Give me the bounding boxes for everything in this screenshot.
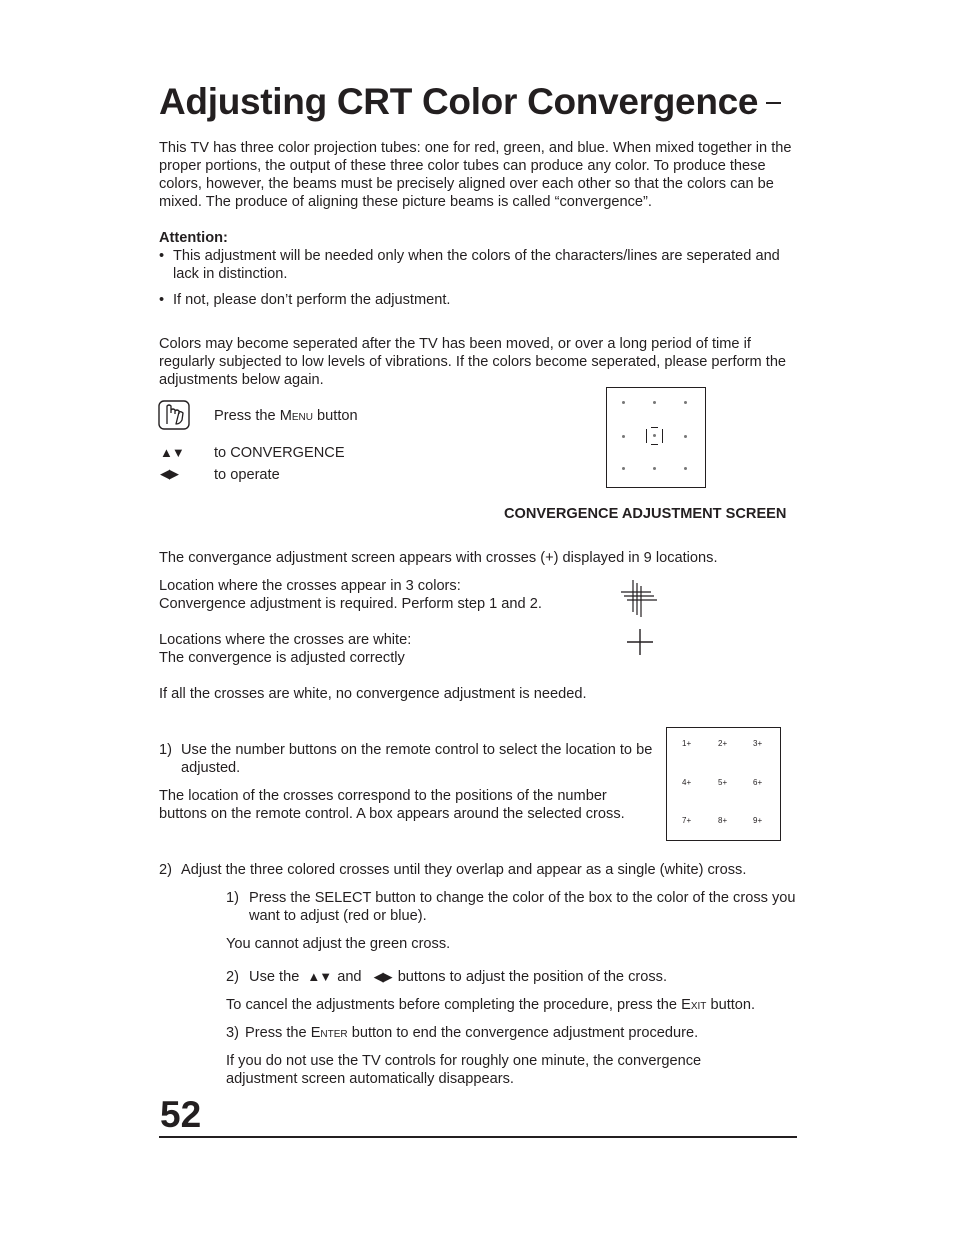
grid-label-3: 3+ bbox=[753, 739, 763, 748]
screen-caption: CONVERGENCE ADJUSTMENT SCREEN bbox=[504, 506, 787, 522]
to-convergence-label: to CONVERGENCE bbox=[214, 445, 345, 461]
step2-sub2-use: Use the bbox=[249, 969, 300, 985]
box-edge-top bbox=[651, 427, 658, 428]
attention-heading: Attention: bbox=[159, 230, 228, 246]
number-grid-box bbox=[666, 727, 781, 841]
box-edge-bottom bbox=[651, 444, 658, 445]
step1-number: 1) bbox=[159, 742, 172, 758]
selected-cross-box bbox=[646, 429, 663, 443]
title-dash bbox=[766, 102, 781, 104]
colors-paragraph: Colors may become seperated after the TV has been moved, or over a long period of time if regularly subjected to low levels of vibrations. If the colors become seperated, please perform the adjustments below again. bbox=[159, 336, 787, 388]
three-colors-text bbox=[159, 577, 619, 613]
screen-dot bbox=[622, 467, 625, 470]
step2-sub2 bbox=[226, 968, 798, 986]
step2-number: 2) bbox=[159, 862, 172, 878]
to-operate-label: to operate bbox=[214, 467, 280, 483]
enter-key: Enter bbox=[310, 1025, 348, 1041]
three-color-cross-icon bbox=[619, 578, 659, 618]
three-colors-line2: Convergence adjustment is required. Perform step 1 and 2. bbox=[159, 596, 542, 612]
cancel-note bbox=[226, 996, 798, 1014]
grid-label-7: 7+ bbox=[682, 816, 692, 825]
step2-sub1 bbox=[226, 889, 798, 925]
grid-label-6: 6+ bbox=[753, 778, 763, 787]
screen-dot bbox=[684, 435, 687, 438]
white-crosses-text bbox=[159, 631, 619, 667]
screen-dot bbox=[653, 401, 656, 404]
grid-label-9: 9+ bbox=[753, 816, 763, 825]
up-down-arrows-icon: ▲▼ bbox=[160, 445, 184, 460]
green-note: You cannot adjust the green cross. bbox=[226, 936, 451, 952]
page-number: 52 bbox=[160, 1094, 202, 1135]
exit-key: Exit bbox=[681, 997, 707, 1013]
step1-text: Use the number buttons on the remote control to select the location to be adjusted. bbox=[181, 742, 653, 776]
three-colors-line1: Location where the crosses appear in 3 colors: bbox=[159, 578, 461, 594]
grid-label-1: 1+ bbox=[682, 739, 692, 748]
step2-sub1-text: Press the SELECT button to change the color of the box to the color of the cross you want to adjust (red or blue). bbox=[249, 890, 796, 924]
grid-label-4: 4+ bbox=[682, 778, 692, 787]
crosses-paragraph: The convergance adjustment screen appears with crosses (+) displayed in 9 locations. bbox=[159, 550, 718, 566]
step2 bbox=[159, 861, 799, 879]
bullet-dot: • bbox=[159, 292, 165, 308]
step2-text: Adjust the three colored crosses until they overlap and appear as a single (white) cross. bbox=[181, 862, 747, 878]
press-pre: Press the bbox=[214, 408, 280, 424]
white-line2: The convergence is adjusted correctly bbox=[159, 650, 405, 666]
press-menu-label bbox=[214, 407, 358, 425]
step2-sub1-number: 1) bbox=[226, 890, 239, 906]
screen-dot bbox=[622, 435, 625, 438]
bullet-dot: • bbox=[159, 248, 165, 264]
hand-press-icon bbox=[158, 400, 190, 430]
cancel-post: button. bbox=[706, 997, 756, 1013]
step2-sub2-and: and bbox=[337, 969, 362, 985]
all-white-paragraph: If all the crosses are white, no convergence adjustment is needed. bbox=[159, 686, 587, 702]
page-title bbox=[159, 78, 781, 126]
sub3-pre: Press the bbox=[244, 1025, 311, 1041]
menu-key: Menu bbox=[279, 408, 313, 424]
screen-dot bbox=[653, 467, 656, 470]
timeout-note: If you do not use the TV controls for roughly one minute, the convergence adjustment screen automatically disappears. bbox=[226, 1053, 702, 1087]
attention-bullet-2 bbox=[159, 291, 799, 309]
page-title-text: Adjusting CRT Color Convergence bbox=[159, 81, 759, 122]
up-down-arrows-icon: ▲▼ bbox=[307, 969, 332, 984]
intro-paragraph: This TV has three color projection tubes: one for red, green, and blue. When mixed together in the proper portions, the output of these three color tubes can produce any color. To produce these colors, however, the beams must be precisely aligned over each other so that the colors can be mixed. The produce of aligning these picture beams is called “convergence”. bbox=[159, 140, 792, 210]
attention-bullet-1 bbox=[159, 247, 799, 283]
step2-sub2-number: 2) bbox=[226, 969, 239, 985]
step2-sub3 bbox=[226, 1024, 798, 1042]
screen-dot bbox=[622, 401, 625, 404]
grid-label-8: 8+ bbox=[718, 816, 728, 825]
screen-dot bbox=[684, 401, 687, 404]
grid-label-5: 5+ bbox=[718, 778, 728, 787]
attention-bullet-1-text: This adjustment will be needed only when the colors of the characters/lines are seperated and lack in distinction. bbox=[173, 248, 780, 282]
left-right-arrows-icon: ◀▶ bbox=[160, 466, 178, 481]
white-line1: Locations where the crosses are white: bbox=[159, 632, 412, 648]
press-post: button bbox=[312, 408, 358, 424]
step2-sub3-number: 3) bbox=[226, 1025, 239, 1041]
grid-label-2: 2+ bbox=[718, 739, 728, 748]
attention-bullet-2-text: If not, please don’t perform the adjustment. bbox=[173, 292, 451, 308]
screen-dot bbox=[684, 467, 687, 470]
screen-dot bbox=[653, 434, 656, 437]
step1-note: The location of the crosses correspond to the positions of the number buttons on the remote control. A box appears around the selected cross. bbox=[159, 788, 625, 822]
cancel-pre: To cancel the adjustments before completing the procedure, press the bbox=[226, 997, 682, 1013]
sub3-post: button to end the convergence adjustment procedure. bbox=[347, 1025, 699, 1041]
left-right-arrows-icon: ◀▶ bbox=[373, 969, 392, 984]
step1 bbox=[159, 741, 655, 777]
step2-sub2-rest: buttons to adjust the position of the cross. bbox=[397, 969, 668, 985]
bottom-rule bbox=[159, 1136, 797, 1138]
convergence-screen-box bbox=[606, 387, 706, 488]
white-cross-icon bbox=[626, 628, 654, 656]
